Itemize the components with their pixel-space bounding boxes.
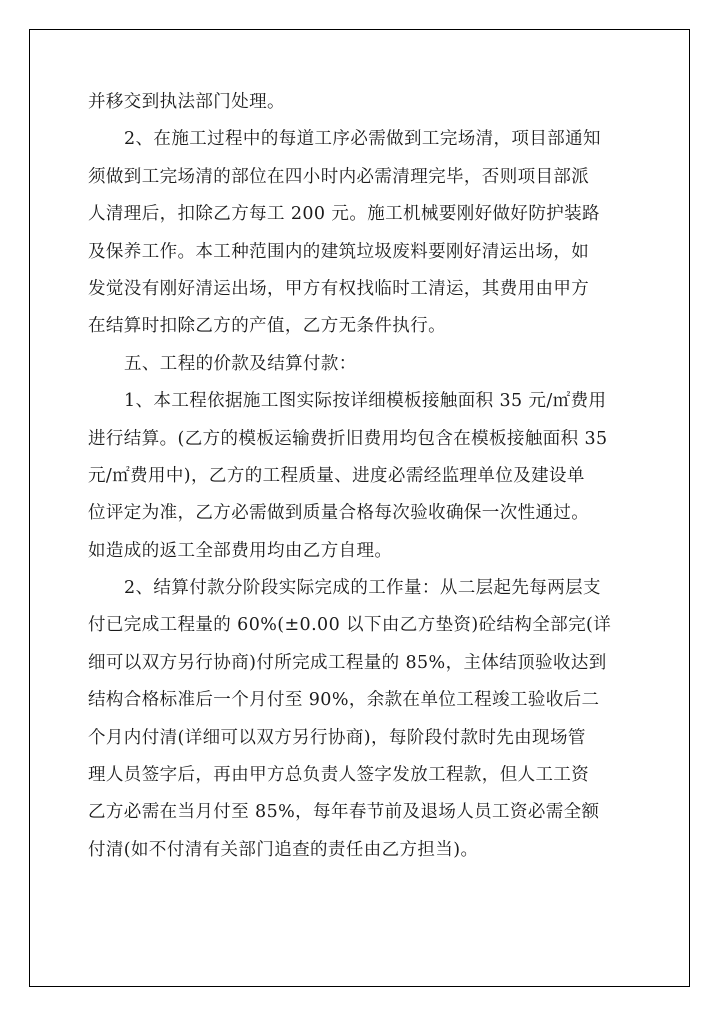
- text-line: 2、结算付款分阶段实际完成的工作量：从二层起先每两层支: [124, 578, 601, 599]
- text-line: 如造成的返工全部费用均由乙方自理。: [88, 540, 393, 561]
- text-line: 并移交到执法部门处理。: [88, 92, 285, 112]
- text-line: 须做到工完场清的部位在四小时内必需清理完毕，否则项目部派: [88, 166, 590, 187]
- text-line: 结构合格标准后一个月付至 90%，余款在单位工程竣工验收后二: [88, 690, 600, 711]
- text-line: 付清(如不付清有关部门追查的责任由乙方担当)。: [88, 839, 479, 860]
- text-line: 在结算时扣除乙方的产值，乙方无条件执行。: [88, 316, 446, 337]
- text-line: 个月内付清(详细可以双方另行协商)，每阶段付款时先由现场管: [88, 727, 586, 748]
- text-line: 2、在施工过程中的每道工序必需做到工完场清，项目部通知: [124, 129, 601, 150]
- text-line: 乙方必需在当月付至 85%，每年春节前及退场人员工资必需全额: [88, 802, 600, 823]
- text-line: 及保养工作。本工种范围内的建筑垃圾废料要刚好清运出场，如: [88, 241, 590, 262]
- text-line: 进行结算。(乙方的模板运输费折旧费用均包含在模板接触面积 35: [88, 428, 608, 449]
- text-line: 人清理后，扣除乙方每工 200 元。施工机械要刚好做好防护装路: [88, 204, 600, 225]
- text-line: 位评定为准，乙方必需做到质量合格每次验收确保一次性通过。: [88, 503, 590, 524]
- text-line: 理人员签字后，再由甲方总负责人签字发放工程款，但人工工资: [88, 765, 590, 786]
- document-body: [88, 84, 636, 869]
- text-line: 付已完成工程量的 60%(±0.00 以下由乙方垫资)砼结构全部完(详: [88, 615, 612, 636]
- text-line: 发觉没有刚好清运出场，甲方有权找临时工清运，其费用由甲方: [88, 278, 590, 299]
- text-line: 细可以双方另行协商)付所完成工程量的 85%，主体结顶验收达到: [88, 652, 607, 673]
- text-line: 元/㎡费用中)，乙方的工程质量、进度必需经监理单位及建设单: [88, 465, 585, 486]
- text-line: 1、本工程依据施工图实际按详细模板接触面积 35 元/㎡费用: [124, 391, 607, 412]
- section-heading: 五、工程的价款及结算付款：: [124, 353, 357, 374]
